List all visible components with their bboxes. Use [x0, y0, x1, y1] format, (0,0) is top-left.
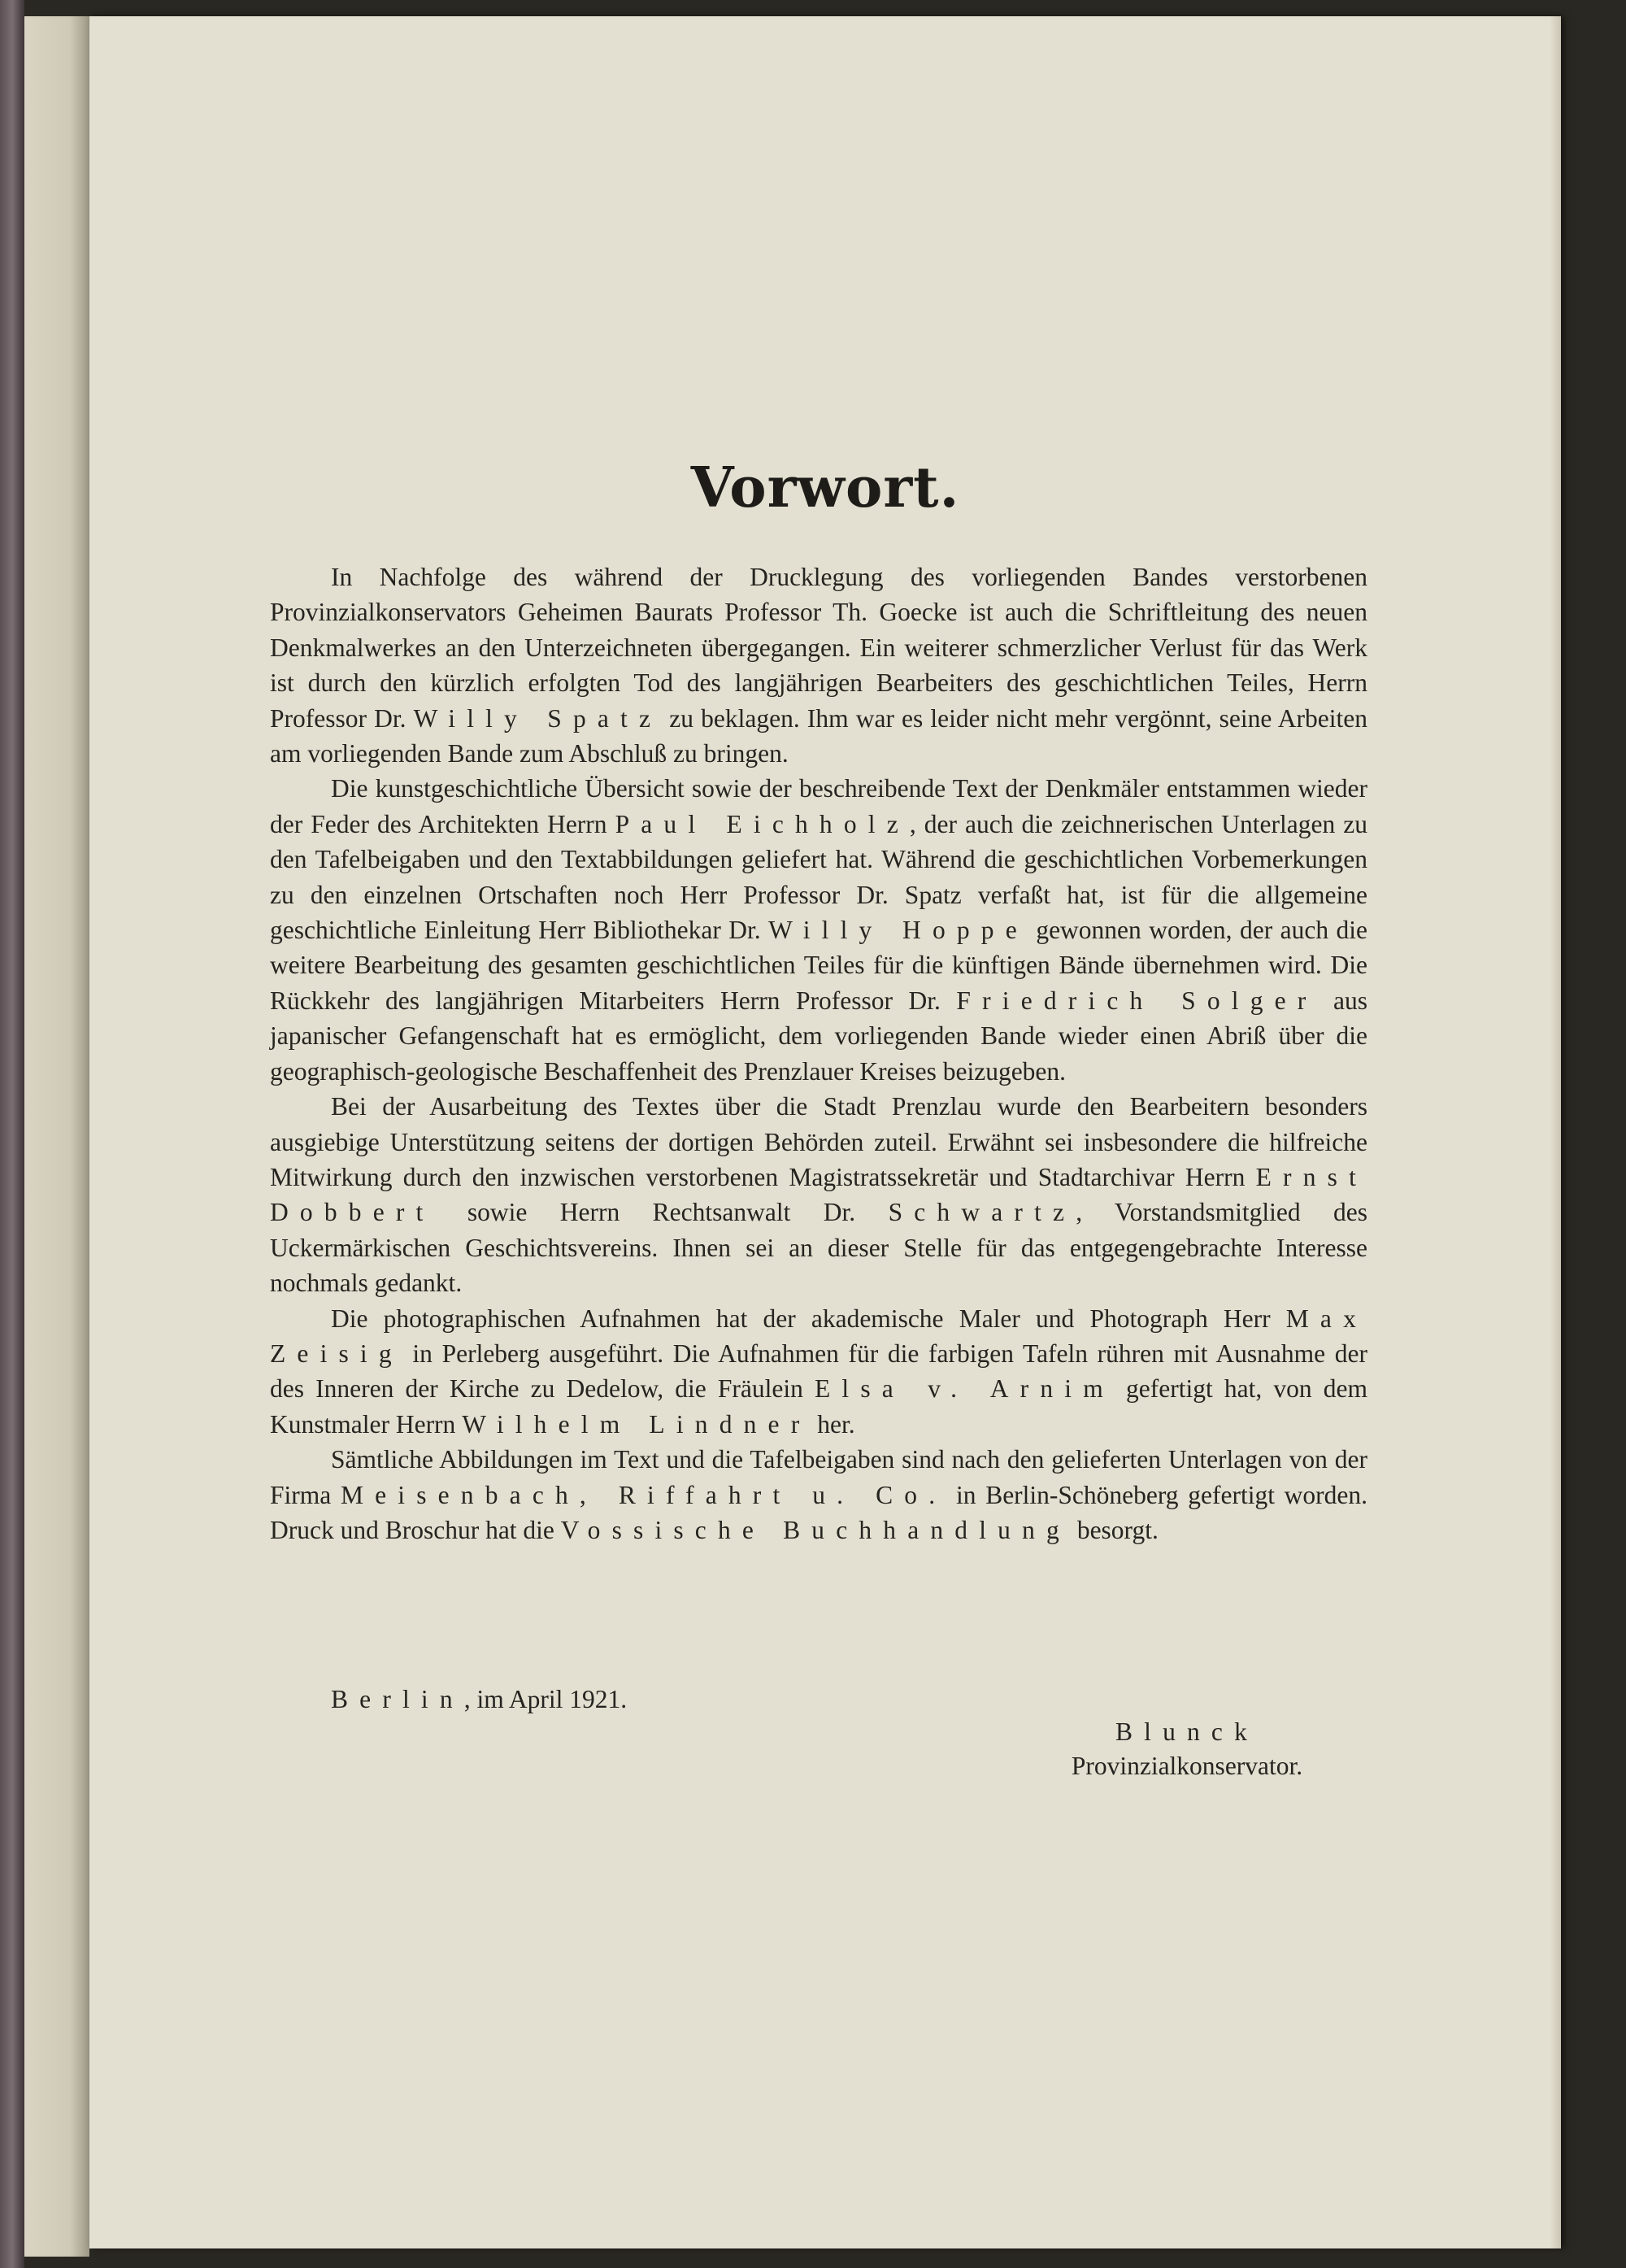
signature-name: Blunck [1115, 1717, 1259, 1746]
spaced-name: Max Zeisig [270, 1304, 1367, 1368]
preface-paragraph [270, 1301, 1367, 1443]
page-title: Vorwort. [690, 455, 960, 520]
preface-paragraph [270, 771, 1367, 1089]
preface-paragraph [270, 559, 1367, 771]
paragraph-text: , Vorstandsmitglied des Uckermärkischen Geschichtsvereins. Ihnen sei an dieser Stelle für das entgegengebrachte Interesse nochmals gedankt. [270, 1198, 1367, 1298]
paragraph-text: In Nachfolge des während der Drucklegung des vorliegenden Bandes verstorbenen Provinzialkonservators Geheimen Baurats Professor Th. Goecke ist auch die Schriftleitung des neuen Denkmalwerkes an den Unterzeichneten übergegangen. Ein weiterer schmerzlicher Verlust für das Werk ist durch den kürzlich erfolgten Tod des langjährigen Bearbeiters des geschichtlichen Teiles, Herrn Professor Dr. [270, 563, 1367, 733]
preface-body [270, 559, 1367, 1548]
page-edge-shadow [1550, 16, 1561, 2248]
facing-page-edge [24, 16, 89, 2257]
paragraph-text: sowie Herrn Rechtsanwalt Dr. [434, 1198, 889, 1227]
document-page [89, 16, 1561, 2248]
paragraph-text: her. [811, 1409, 855, 1439]
dateline-place: Berlin [331, 1685, 464, 1713]
paragraph-text: gefertigt hat, von dem Kunstmaler Herrn [270, 1374, 1368, 1439]
paragraph-text: Die kunstgeschichtliche Übersicht sowie der beschreibende Text der Denkmäler entstammen wieder der Feder des Architekten Herrn [270, 774, 1367, 838]
spaced-name: Wilhelm Lindner [462, 1409, 811, 1439]
spaced-name: Willy Spatz [413, 703, 663, 733]
signature-title: Provinzialkonservator. [1071, 1752, 1303, 1780]
preface-paragraph [270, 1089, 1367, 1300]
paragraph-text: Die photographischen Aufnahmen hat der akademische Maler und Photograph Herr [331, 1304, 1286, 1333]
paragraph-text: , der auch die zeichnerischen Unterlagen zu den Tafelbeigaben und den Textabbildungen geliefert hat. Während die geschichtlichen Vorbemerkungen zu den einzelnen Ortschaften noch Herr Professor Dr. Spatz verfaßt hat, ist für die allgemeine geschichtliche Einleitung Herr Bibliothekar Dr. [270, 809, 1367, 945]
spaced-name: Friedrich Solger [956, 986, 1318, 1015]
paragraph-text: in Perleberg ausgeführt. Die Aufnahmen für die farbigen Tafeln rühren mit Ausnahme der des Inneren der Kirche zu Dedelow, die Fräulein [270, 1339, 1367, 1404]
preface-paragraph [270, 1442, 1367, 1548]
paragraph-text: zu beklagen. Ihm war es leider nicht mehr vergönnt, seine Arbeiten am vorliegenden Bande zum Abschluß zu bringen. [270, 703, 1367, 768]
spaced-name: Schwartz [888, 1198, 1076, 1227]
dateline [331, 1685, 627, 1714]
dateline-date: , im April 1921. [463, 1685, 628, 1713]
spaced-name: Ernst Dobbert [270, 1162, 1367, 1227]
spaced-name: Meisenbach, Riffahrt u. Co. [340, 1480, 947, 1509]
paragraph-text: aus japanischer Gefangenschaft hat es ermöglicht, dem vorliegenden Bande wieder einen Abriß über die geographisch-geologische Beschaffenheit des Prenzlauer Kreises beizugeben. [270, 986, 1367, 1086]
paragraph-text: Bei der Ausarbeitung des Textes über die Stadt Prenzlau wurde den Bearbeitern besonders ausgiebige Unterstützung seitens der dortigen Behörden zuteil. Erwähnt sei insbesondere die hilfreiche Mitwirkung durch den inzwischen verstorbenen Magistratssekretär und Stadtarchivar Herrn [270, 1092, 1367, 1191]
spaced-name: Vossische Buchhandlung [560, 1515, 1071, 1544]
book-cover-edge [0, 0, 24, 2268]
paragraph-text: in Berlin-Schöneberg gefertigt worden. Druck und Broschur hat die [270, 1480, 1368, 1544]
spaced-name: Willy Hoppe [768, 916, 1028, 945]
spaced-name: Elsa v. Arnim [815, 1374, 1115, 1404]
paragraph-text: besorgt. [1070, 1515, 1159, 1544]
spaced-name: Paul Eichholz [615, 809, 910, 838]
paragraph-text: gewonnen worden, der auch die weitere Bearbeitung des gesamten geschichtlichen Teiles für die künftigen Bände übernehmen wird. Die Rückkehr des langjährigen Mitarbeiters Herrn Professor Dr. [270, 916, 1367, 1015]
paragraph-text: Sämtliche Abbildungen im Text und die Tafelbeigaben sind nach den gelieferten Unterlagen von der Firma [270, 1445, 1367, 1509]
